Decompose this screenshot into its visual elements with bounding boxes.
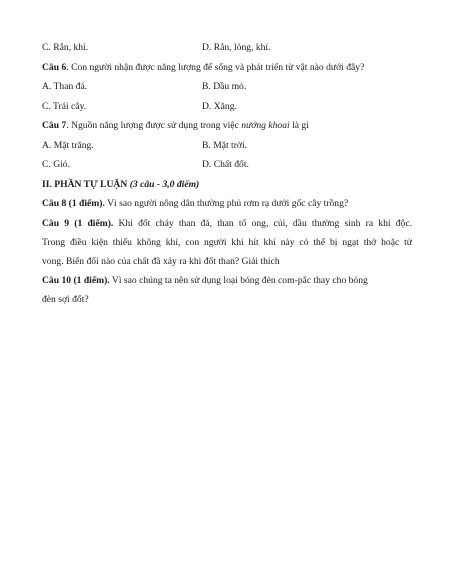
- question-9-line-1-text: Khi đốt cháy than đá, than tổ ong, củi, dầu thường sinh ra khí độc.: [113, 217, 413, 229]
- document-page: [42, 38, 412, 309]
- question-7: [42, 116, 412, 136]
- question-7-text-before: . Nguồn năng lượng được sử dụng trong việc: [66, 120, 242, 131]
- q7-option-a: A. Mặt trăng.: [42, 139, 94, 151]
- q7-option-c: C. Gió.: [42, 159, 70, 170]
- question-10-label: Câu 10 (1 điểm).: [42, 274, 110, 286]
- q6-option-d: D. Xăng.: [202, 100, 237, 112]
- q6-options-row-2: [42, 97, 412, 117]
- question-7-italic: nướng khoai: [241, 120, 290, 131]
- question-9-line-1: [42, 214, 412, 233]
- question-9-line-2: Trong điều kiện thiếu không khí, con người khi hít khí này có thể bị ngạt thở hoặc tử: [42, 236, 412, 248]
- question-9: [42, 214, 412, 271]
- question-10-line-1-text: Vì sao chúng ta nên sử dụng loại bóng đèn com-pắc thay cho bóng: [109, 274, 368, 286]
- q6-option-a: A. Than đá.: [42, 81, 88, 92]
- section-2-subtitle: (3 câu - 3,0 điểm): [129, 178, 200, 190]
- question-8: [42, 194, 412, 214]
- question-6: [42, 58, 412, 78]
- question-10-line-2: đèn sợi đốt?: [42, 293, 89, 305]
- q7-options-row-1: [42, 136, 412, 156]
- q5-options-row-2: [42, 38, 412, 58]
- question-7-text-after: là gì: [289, 120, 309, 131]
- q6-option-c: C. Trái cây.: [42, 100, 87, 112]
- question-6-label: Câu 6: [42, 61, 67, 73]
- q7-option-b: B. Mặt trời.: [202, 139, 248, 151]
- question-8-label: Câu 8 (1 điểm).: [42, 198, 105, 209]
- question-9-label: Câu 9 (1 điểm).: [42, 217, 114, 229]
- section-2-heading: [42, 175, 412, 195]
- q5-option-d: D. Rắn, lỏng, khí.: [202, 42, 271, 53]
- question-9-line-3: vong. Biến đổi nào của chất đã xảy ra khi đốt than? Giải thích: [42, 255, 280, 267]
- section-2-title: II. PHẦN TỰ LUẬN: [42, 178, 130, 190]
- q6-option-b: B. Dầu mỏ.: [202, 81, 247, 92]
- q7-option-d: D. Chất đốt.: [202, 159, 249, 170]
- question-8-text: Vì sao người nông dân thường phủ rơm rạ dưới gốc cây trồng?: [104, 198, 349, 209]
- q7-options-row-2: [42, 155, 412, 175]
- q6-options-row-1: [42, 77, 412, 97]
- question-10: [42, 271, 412, 309]
- question-6-text: . Con người nhận được năng lượng để sống và phát triển từ vật nào dưới đây?: [66, 61, 365, 73]
- question-10-line-1: [42, 271, 412, 290]
- q5-option-c: C. Rắn, khí.: [42, 42, 89, 53]
- question-7-label: Câu 7: [42, 120, 67, 131]
